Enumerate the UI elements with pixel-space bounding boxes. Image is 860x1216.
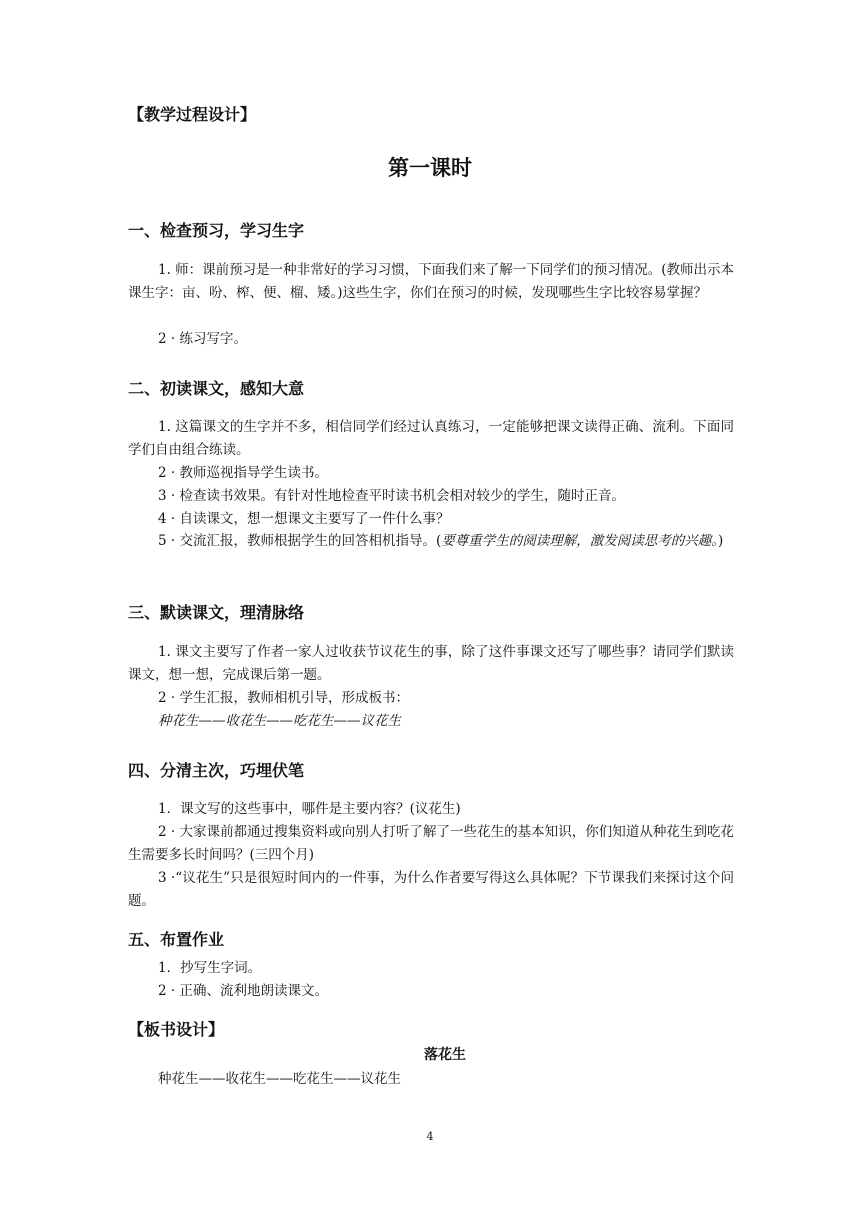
paragraph-2-5-end: ) <box>717 533 724 549</box>
paragraph-5-2: 2 · 正确、流利地朗读课文。 <box>158 983 328 999</box>
section-heading-1: 一、检查预习，学习生字 <box>128 221 305 240</box>
paragraph-1-2: 2 · 练习写字。 <box>158 331 247 347</box>
paragraph-1-1: 1. 师：课前预习是一种非常好的学习习惯，下面我们来了解一下同学们的预习情况。(教师出示本课生字：亩、吩、榨、便、榴、矮。)这些生字，你们在预习的时候，发现哪些生字比较容易掌握？ <box>128 262 734 301</box>
paragraph-3-2: 2 · 学生汇报，教师相机引导，形成板书： <box>158 690 409 706</box>
board-header: 【板书设计】 <box>128 1020 225 1039</box>
paragraph-2-4: 4 · 自读课文，想一想课文主要写了一件什么事？ <box>158 511 450 527</box>
section-heading-4: 四、分清主次，巧埋伏笔 <box>128 761 305 780</box>
section-heading-2: 二、初读课文，感知大意 <box>128 379 305 398</box>
paragraph-2-5 <box>128 530 734 553</box>
lesson-title: 第一课时 <box>388 156 472 180</box>
board-sequence-inline: 种花生——收花生——吃花生——议花生 <box>158 713 401 729</box>
section-heading-3: 三、默读课文，理清脉络 <box>128 603 305 622</box>
paragraph-2-3: 3 · 检查读书效果。有针对性地检查平时读书机会相对较少的学生，随时正音。 <box>158 488 625 504</box>
paragraph-4-3: 3 ·“议花生”只是很短时间内的一件事，为什么作者要写得这么具体呢？下节课我们来探讨这个问题。 <box>128 870 734 909</box>
board-sequence: 种花生——收花生——吃花生——议花生 <box>158 1071 401 1087</box>
board-title: 落花生 <box>424 1047 466 1063</box>
paragraph-5-1: 1．抄写生字词。 <box>158 960 262 976</box>
design-header: 【教学过程设计】 <box>128 105 257 124</box>
section-heading-5: 五、布置作业 <box>128 930 225 949</box>
teaching-note: 要尊重学生的阅读理解，激发阅读思考的兴趣。 <box>441 533 718 549</box>
page-number: 4 <box>426 1130 434 1143</box>
paragraph-2-5-main: 5 · 交流汇报，教师根据学生的回答相机指导。( <box>158 533 442 549</box>
paragraph-2-1: 1. 这篇课文的生字并不多，相信同学们经过认真练习，一定能够把课文读得正确、流利。下面同学们自由组合练读。 <box>128 419 734 458</box>
paragraph-4-1: 1．课文写的这些事中，哪件是主要内容？(议花生) <box>158 801 461 817</box>
paragraph-2-2: 2 · 教师巡视指导学生读书。 <box>158 465 328 481</box>
paragraph-3-1: 1. 课文主要写了作者一家人过收获节议花生的事，除了这件事课文还写了哪些事？请同学们默读课文，想一想，完成课后第一题。 <box>128 644 734 683</box>
paragraph-4-2: 2 · 大家课前都通过搜集资料或向别人打听了解了一些花生的基本知识，你们知道从种花生到吃花生需要多长时间吗？(三四个月) <box>128 824 734 863</box>
